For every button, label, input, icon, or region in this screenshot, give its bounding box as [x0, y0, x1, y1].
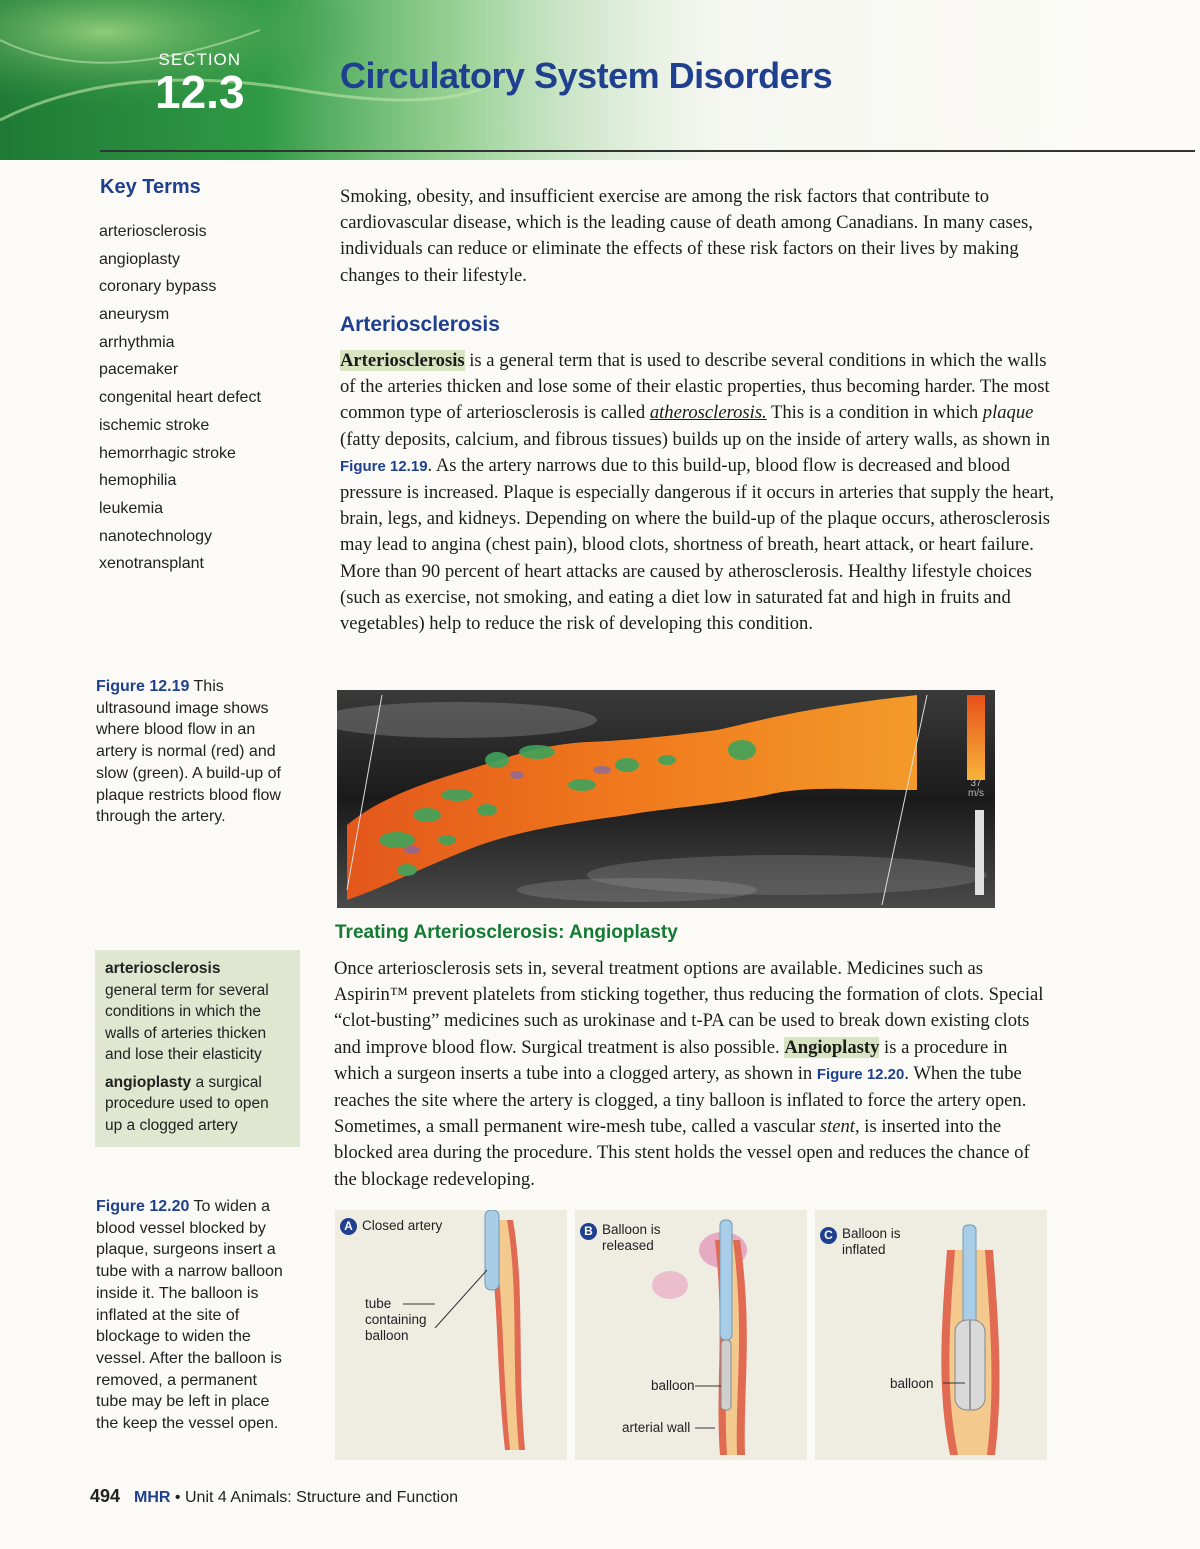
key-term-item: arrhythmia [99, 333, 175, 351]
glossary-term: angioplasty [105, 1073, 192, 1091]
italic-term: stent, [819, 1116, 860, 1138]
italic-term: plaque [982, 402, 1034, 424]
caption-text: To widen a blood vessel blocked by plaque, surgeons insert a tube with a narrow balloon inside it. The balloon is inflated at the site of blockage to widen the vessel. After the balloon is removed, a permanent tube may be left in place the keep the vessel open. [96, 1198, 283, 1433]
balloon-inflated-illustration [815, 1210, 1047, 1460]
scale-unit: m/s [967, 788, 985, 799]
figure-label: Figure 12.19 [96, 678, 190, 695]
tube-label [365, 1296, 427, 1344]
glossary-term: arteriosclerosis [105, 960, 221, 977]
arteriosclerosis-paragraph [340, 348, 1055, 637]
key-term-item: angioplasty [99, 250, 180, 268]
section-number: 12.3 [155, 66, 245, 118]
key-terms-heading: Key Terms [100, 176, 201, 198]
panel-closed-artery [335, 1210, 567, 1460]
key-term-item: pacemaker [99, 361, 179, 379]
panel-letter-badge: A [340, 1218, 357, 1235]
balloon-label: balloon [890, 1376, 934, 1391]
text-run: . When the tube reaches the site where the artery is clogged, a tiny balloon is inflated to force the artery open. Sometimes, a small permanent wire-mesh tube, called a vascular [334, 1062, 1027, 1138]
publisher-name: MHR [134, 1489, 171, 1506]
label-line: released [602, 1238, 654, 1253]
label-line: balloon [365, 1328, 409, 1343]
section-badge [155, 50, 245, 118]
page-footer [90, 1486, 458, 1507]
bold-term: Arteriosclerosis [340, 350, 465, 371]
glossary-entry [105, 1072, 290, 1137]
panel-letter-badge: B [580, 1223, 597, 1240]
gray-scale-bar [975, 810, 984, 895]
label-line: Balloon is [602, 1222, 661, 1237]
text-run: Once arteriosclerosis sets in, several treatment options are available. Medicines such as Aspirin™ prevent platelets from sticking together, thus reducing the formation of clots. Special “clot-busting” medicines such as urokinase and t-PA can be used to break down existing clots and improve blood flow. Surgical treatment is also possible. [334, 958, 1044, 1058]
panel-letter-badge: C [820, 1227, 837, 1244]
text-run: . As the artery narrows due to this build-up, blood flow is decreased and blood pressure is increased. Plaque is especially dangerous if it occurs in arteries that supply the heart, brain, legs, and kidneys. Depending on where the build-up of the plaque occurs, atherosclerosis may lead to angina (chest pain), blood clots, shortness of breath, heart attack, or heart failure. More than 90 percent of heart attacks are caused by atherosclerosis. Healthy lifestyle choices (such as exercise, not smoking, and eating a diet low in saturated fat and high in fruits and vegetables) help to reduce the risk of developing this condition. [340, 454, 1055, 635]
key-term-item: arteriosclerosis [99, 223, 207, 240]
key-term-item: coronary bypass [99, 278, 217, 296]
page-title: Circulatory System Disorders [340, 55, 833, 96]
glossary-box [95, 950, 300, 1147]
ultrasound-image [337, 690, 995, 908]
figure-12-20-caption [96, 1196, 291, 1435]
page-number: 494 [90, 1486, 121, 1506]
key-term-item: congenital heart defect [99, 389, 261, 407]
key-term-item: hemophilia [99, 472, 177, 490]
label-line: containing [365, 1312, 427, 1327]
caption-text: This ultrasound image shows where blood flow in an artery is normal (red) and slow (green). A build-up of plaque restricts blood flow through the artery. [96, 678, 281, 826]
figure-reference-link[interactable]: Figure 12.20 [816, 1065, 905, 1083]
balloon-released-illustration [575, 1210, 807, 1460]
figure-label: Figure 12.20 [96, 1198, 190, 1215]
separator: • [170, 1489, 185, 1506]
panel-balloon-released [575, 1210, 807, 1460]
text-run: is a general term that is used to describe several conditions in which the walls of the arteries thicken and lose some of their elastic properties, thus becoming harder. The most common type of arteriosclerosis is called [340, 350, 1050, 424]
unit-label: Unit 4 Animals: Structure and Function [184, 1489, 459, 1506]
label-line: inflated [842, 1242, 886, 1257]
glossary-definition: a surgical procedure used to open up a clogged artery [105, 1073, 269, 1134]
label-line: tube [365, 1296, 392, 1311]
title-divider [100, 150, 1195, 152]
panel-title-text: Closed artery [362, 1218, 443, 1234]
key-term-item: aneurysm [99, 306, 170, 324]
treating-paragraph [334, 956, 1054, 1193]
section-label: SECTION [158, 50, 242, 69]
text-run: (fatty deposits, calcium, and fibrous tissues) builds up on the inside of artery walls, as shown in [340, 428, 1051, 450]
arterial-wall-label: arterial wall [622, 1420, 691, 1435]
balloon-label: balloon [651, 1378, 695, 1393]
treating-heading: Treating Arteriosclerosis: Angioplasty [335, 922, 678, 943]
figure-reference-link[interactable]: Figure 12.19 [340, 457, 428, 475]
key-terms-list [99, 218, 261, 578]
scale-value: 37 [970, 778, 982, 789]
key-term-item: hemorrhagic stroke [99, 444, 236, 462]
panel-balloon-inflated [815, 1210, 1047, 1460]
key-term-item: leukemia [99, 499, 164, 517]
figure-12-19-caption [96, 676, 291, 828]
label-line: Balloon is [842, 1226, 901, 1241]
key-term-item: ischemic stroke [99, 416, 210, 434]
key-term-item: xenotransplant [99, 555, 204, 573]
glossary-definition: general term for several conditions in which the walls of arteries thicken and lose their elasticity [105, 981, 269, 1063]
intro-paragraph: Smoking, obesity, and insufficient exercise are among the risk factors that contribute to cardiovascular disease, which is the leading cause of death among Canadians. In many cases, individuals can reduce or eliminate the effects of these risk factors on their lives by making changes to their lifestyle. [340, 186, 1033, 286]
italic-term: atherosclerosis. [649, 402, 767, 424]
text-run: is inserted into the blocked area during the procedure. This stent holds the vessel open and reduces the chance of the blockage redeveloping. [334, 1116, 1030, 1190]
text-run: is a procedure in which a surgeon inserts a tube into a clogged artery, as shown in [334, 1036, 1008, 1084]
velocity-scale-bar [967, 695, 985, 780]
text-run: This is a condition in which [766, 402, 983, 424]
bold-term: Angioplasty [784, 1036, 880, 1058]
key-term-item: nanotechnology [99, 527, 212, 545]
ultrasound-artery-graphic [337, 690, 995, 908]
arteriosclerosis-heading: Arteriosclerosis [340, 313, 500, 336]
